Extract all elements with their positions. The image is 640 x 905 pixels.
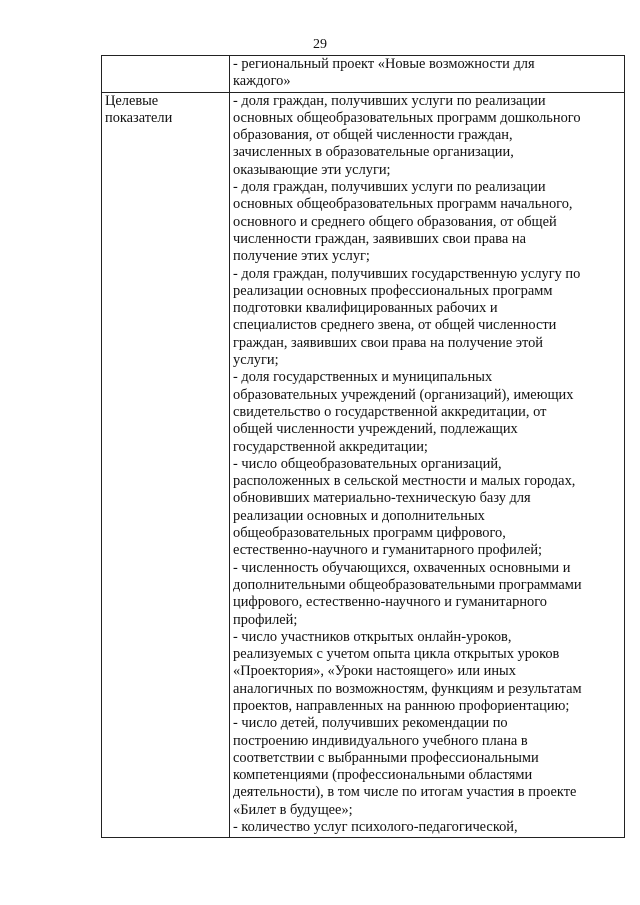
- content-line: - число общеобразовательных организаций,: [233, 455, 502, 472]
- content-line: - количество услуг психолого-педагогической,: [233, 819, 518, 836]
- content-line: образования, от общей численности граждан,: [233, 127, 513, 144]
- row-label-cell: [102, 92, 230, 838]
- content-line: построению индивидуального учебного плана в: [233, 732, 528, 749]
- content-line: численности граждан, заявивших свои права на: [233, 230, 526, 247]
- content-line: каждого»: [233, 73, 291, 90]
- content-line: деятельности), в том числе по итогам участия в проекте: [233, 784, 577, 801]
- table-body: [102, 56, 625, 838]
- content-line: образовательных учреждений (организаций), имеющих: [233, 386, 574, 403]
- content-line: зачисленных в образовательные организации,: [233, 144, 514, 161]
- row-content-cell: [230, 92, 625, 838]
- content-line: общеобразовательных программ цифрового,: [233, 525, 506, 542]
- content-line: аналогичных по возможностям, функциям и результатам: [233, 680, 582, 697]
- content-line: услуги;: [233, 352, 279, 369]
- content-line: соответствии с выбранными профессиональными: [233, 749, 539, 766]
- content-line: - региональный проект «Новые возможности для: [233, 56, 535, 72]
- content-line: - доля граждан, получивших государственную услугу по: [233, 265, 581, 282]
- content-line: естественно-научного и гуманитарного профилей;: [233, 542, 543, 559]
- row-label-cell: [102, 56, 230, 93]
- content-line: профилей;: [233, 611, 298, 628]
- content-line: реализации основных и дополнительных: [233, 507, 485, 524]
- content-line: государственной аккредитации;: [233, 438, 428, 455]
- content-line: «Билет в будущее»;: [233, 801, 353, 818]
- content-line: - доля государственных и муниципальных: [233, 369, 493, 386]
- content-line: - доля граждан, получивших услуги по реализации: [233, 179, 546, 196]
- content-line: общей численности учреждений, подлежащих: [233, 421, 518, 438]
- content-line: - доля граждан, получивших услуги по реализации: [233, 92, 546, 109]
- content-line: реализации основных профессиональных программ: [233, 282, 553, 299]
- content-line: цифрового, естественно-научного и гуманитарного: [233, 594, 547, 611]
- content-line: расположенных в сельской местности и малых городах,: [233, 473, 576, 490]
- content-line: граждан, заявивших свои права на получение этой: [233, 334, 543, 351]
- content-line: основных общеобразовательных программ начального,: [233, 196, 573, 213]
- content-line: «Проектория», «Уроки настоящего» или иных: [233, 663, 516, 680]
- content-line: - численность обучающихся, охваченных основными и: [233, 559, 571, 576]
- content-line: реализуемых с учетом опыта цикла открытых уроков: [233, 646, 560, 663]
- content-line: обновивших материально-техническую базу для: [233, 490, 531, 507]
- label-line: Целевые: [105, 92, 159, 109]
- content-line: - число участников открытых онлайн-уроков,: [233, 628, 512, 645]
- indicators-table: [101, 55, 625, 838]
- content-line: - число детей, получивших рекомендации по: [233, 715, 508, 732]
- content-line: дополнительными общеобразовательными программами: [233, 576, 582, 593]
- content-line: основных общеобразовательных программ дошкольного: [233, 109, 581, 126]
- content-line: компетенциями (профессиональными областями: [233, 767, 533, 784]
- content-line: подготовки квалифицированных рабочих и: [233, 300, 498, 317]
- content-line: получение этих услуг;: [233, 248, 370, 265]
- content-line: основного и среднего общего образования, от общей: [233, 213, 557, 230]
- label-line: показатели: [105, 109, 173, 126]
- row-content-cell: [230, 56, 625, 93]
- page-number: 29: [313, 37, 327, 52]
- table-row: [102, 92, 625, 838]
- content-line: проектов, направленных на раннюю профориентацию;: [233, 697, 570, 714]
- content-line: свидетельство о государственной аккредитации, от: [233, 403, 547, 420]
- content-line: специалистов среднего звена, от общей численности: [233, 317, 557, 334]
- table-row: [102, 56, 625, 93]
- content-line: оказывающие эти услуги;: [233, 161, 391, 178]
